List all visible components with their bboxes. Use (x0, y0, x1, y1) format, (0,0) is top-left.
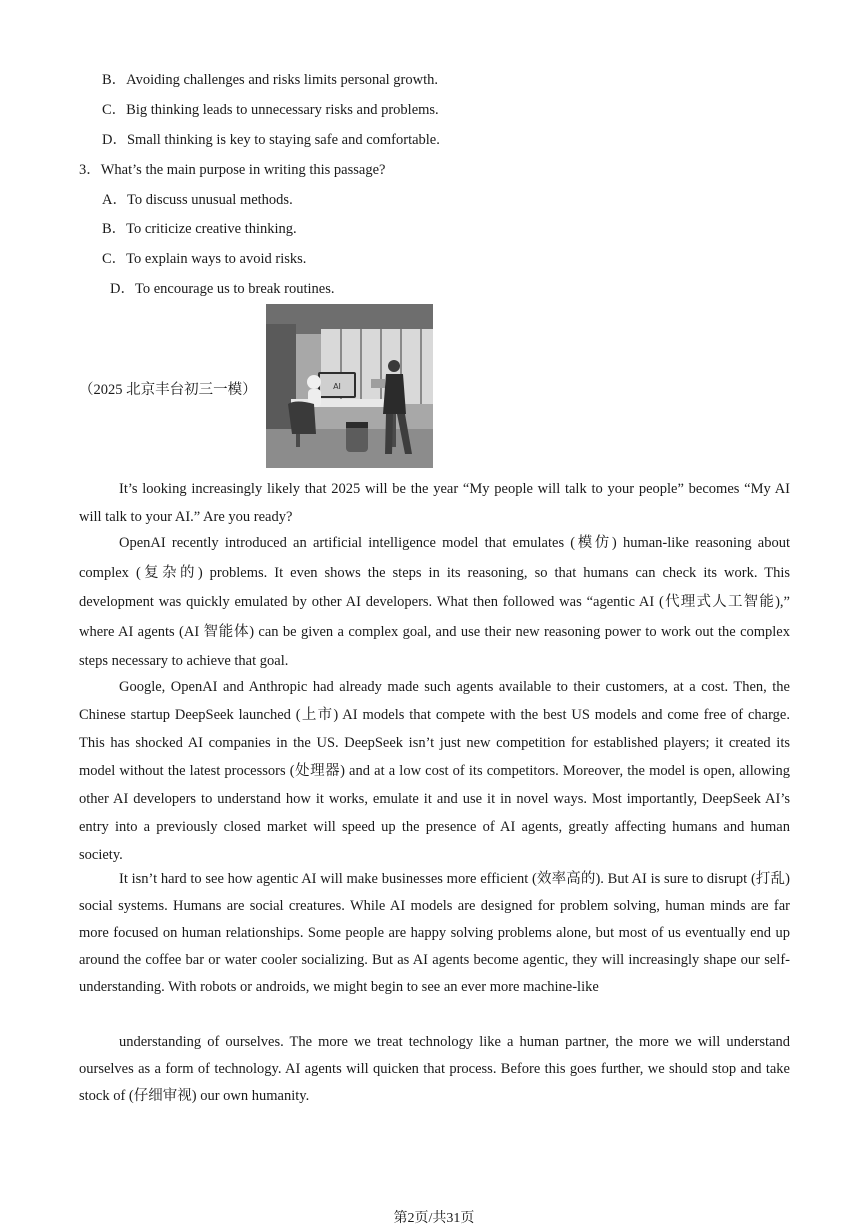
option-2c: C．Big thinking leads to unnecessary risks and problems. (102, 102, 439, 118)
page-footer: 第2页/共31页 (393, 1211, 475, 1226)
screen-sign-text: AI (333, 382, 341, 391)
option-3d: D．To encourage us to break routines. (110, 281, 335, 297)
paragraph-1: It’s looking increasingly likely that 2025 will be the year “My people will talk to your people” becomes “My AI will talk to your AI.” Are you ready? (79, 481, 790, 525)
option-2b: B．Avoiding challenges and risks limits personal growth. (102, 72, 439, 88)
option-3b: B．To criticize creative thinking. (102, 221, 297, 237)
option-2d: D．Small thinking is key to staying safe and comfortable. (102, 132, 440, 148)
question-3-stem: 3．What’s the main purpose in writing this passage? (79, 162, 386, 178)
paragraph-3: Google, OpenAI and Anthropic had already made such agents available to their customers, at a cost. Then, the Chinese startup DeepSeek launched (上市) AI models that compete with the best US models and come free of charge. This has shocked AI companies in the US. DeepSeek isn’t just new competition for established players; it created its model without the latest processors (处理器) and at a low cost of its competitors. Moreover, the model is open, allowing other AI developers to understand how it works, emulate it and use it in novel ways. Most importantly, DeepSeek AI’s entry into a previously closed market will speed up the presence of AI agents, greatly affecting humans and human society. (79, 679, 790, 863)
source-label: （2025 北京丰台初三一模） (79, 382, 257, 398)
option-3a: A．To discuss unusual methods. (102, 192, 293, 208)
paragraph-4-continued: understanding of ourselves. The more we treat technology like a human partner, the more we will understand ourselves as a form of technology. AI agents will quicken that process. Before this goes further, we should stop and take stock of (仔细审视) our own humanity. (79, 1034, 790, 1104)
paragraph-4: It isn’t hard to see how agentic AI will make businesses more efficient (效率高的). But AI is sure to disrupt (打乱) social systems. Humans are social creatures. While AI models are designed for problem solving, human minds are far more focused on human relationships. Some people are happy solving problems alone, but most of us eventually end up around the coffee bar or water cooler socializing. But as AI agents become agentic, they will increasingly shape our self-understanding. With robots or androids, we might begin to see an ever more machine-like (79, 871, 790, 995)
office-ai-illustration (266, 304, 433, 468)
office-scene-graphic (266, 304, 433, 468)
paragraph-2: OpenAI recently introduced an artificial intelligence model that emulates (模仿) human-like reasoning about complex (复杂的) problems. It even shows the steps in its reasoning, so that humans can check its work. This development was quickly emulated by other AI developers. What then followed was “agentic AI (代理式人工智能),” where AI agents (AI 智能体) can be given a complex goal, and use their new reasoning power to work out the complex steps necessary to achieve that goal. (79, 535, 790, 669)
option-3c: C．To explain ways to avoid risks. (102, 251, 307, 267)
